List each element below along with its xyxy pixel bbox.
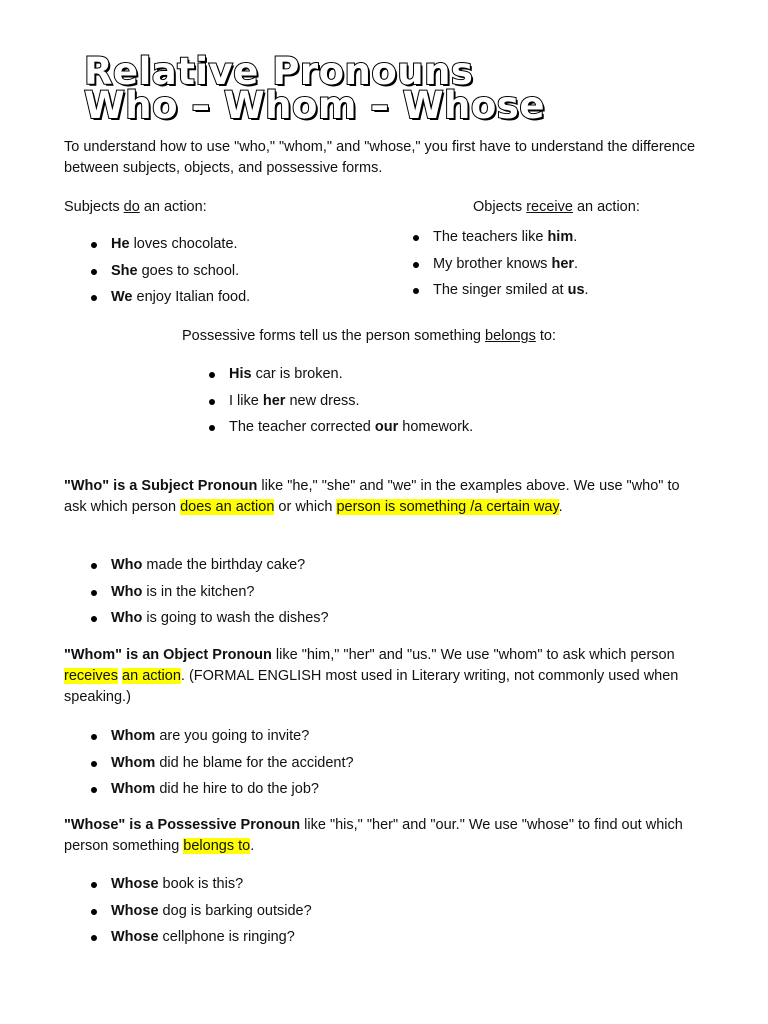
list-item: The teachers like him. bbox=[411, 224, 589, 251]
list-item: Whom are you going to invite? bbox=[89, 723, 354, 750]
possessive-heading-keyword: belongs bbox=[485, 328, 536, 344]
list-item: Who is in the kitchen? bbox=[89, 579, 329, 606]
whom-term: "Whom" is an Object Pronoun bbox=[64, 647, 272, 663]
list-item: She goes to school. bbox=[89, 258, 250, 285]
subjects-heading-keyword: do bbox=[123, 199, 140, 215]
title-line-1: Relative Pronouns bbox=[84, 50, 474, 93]
title-line-2: Who – Whom – Whose bbox=[84, 84, 545, 127]
list-item: He loves chocolate. bbox=[89, 231, 250, 258]
whom-paragraph: "Whom" is an Object Pronoun like "him," "her" and "us." We use "whom" to ask which person receives an action. (FORMAL ENGLISH most used in Literary writing, not commonly used when speaking.) bbox=[64, 647, 679, 705]
list-item: I like her new dress. bbox=[207, 388, 473, 415]
list-item: We enjoy Italian food. bbox=[89, 284, 250, 311]
objects-heading-pre: Objects bbox=[473, 199, 527, 215]
who-paragraph: "Who" is a Subject Pronoun like "he," "she" and "we" in the examples above. We use "who" to ask which person does an action or which person is something /a certain way. bbox=[64, 478, 680, 515]
whose-term: "Whose" is a Possessive Pronoun bbox=[64, 817, 301, 833]
whose-examples-list bbox=[89, 871, 312, 951]
list-item: His car is broken. bbox=[207, 361, 473, 388]
list-item: Whom did he blame for the accident? bbox=[89, 750, 354, 777]
who-term: "Who" is a Subject Pronoun bbox=[64, 478, 258, 494]
intro-paragraph: To understand how to use "who," "whom," and "whose," you first have to understand the difference between subjects, objects, and possessive forms. bbox=[64, 139, 696, 176]
subjects-heading-pre: Subjects bbox=[64, 199, 124, 215]
list-item: The teacher corrected our homework. bbox=[207, 414, 473, 441]
highlight: does an action bbox=[180, 499, 275, 515]
highlight: belongs to bbox=[183, 838, 251, 854]
subjects-list bbox=[89, 231, 250, 311]
objects-heading-post: an action: bbox=[572, 199, 640, 215]
who-examples-list bbox=[89, 552, 329, 632]
subjects-heading-post: an action: bbox=[139, 199, 207, 215]
list-item: My brother knows her. bbox=[411, 251, 589, 278]
list-item: Whose cellphone is ringing? bbox=[89, 924, 312, 951]
objects-list bbox=[411, 224, 589, 304]
highlight: an action bbox=[122, 668, 181, 684]
highlight: person is something /a certain way bbox=[336, 499, 559, 515]
list-item: Who made the birthday cake? bbox=[89, 552, 329, 579]
possessive-heading: Possessive forms tell us the person something belongs to: bbox=[182, 328, 556, 344]
subjects-heading bbox=[64, 197, 364, 218]
list-item: Whose dog is barking outside? bbox=[89, 898, 312, 925]
page-title bbox=[84, 50, 545, 127]
list-item: Whom did he hire to do the job? bbox=[89, 776, 354, 803]
list-item: Whose book is this? bbox=[89, 871, 312, 898]
possessive-list bbox=[207, 361, 473, 441]
list-item: Who is going to wash the dishes? bbox=[89, 605, 329, 632]
objects-heading-keyword: receive bbox=[526, 199, 573, 215]
objects-heading bbox=[473, 197, 733, 218]
whom-examples-list bbox=[89, 723, 354, 803]
highlight: receives bbox=[64, 668, 118, 684]
list-item: The singer smiled at us. bbox=[411, 277, 589, 304]
whose-paragraph: "Whose" is a Possessive Pronoun like "his," "her" and "our." We use "whose" to find out which person something belongs to. bbox=[64, 817, 683, 854]
